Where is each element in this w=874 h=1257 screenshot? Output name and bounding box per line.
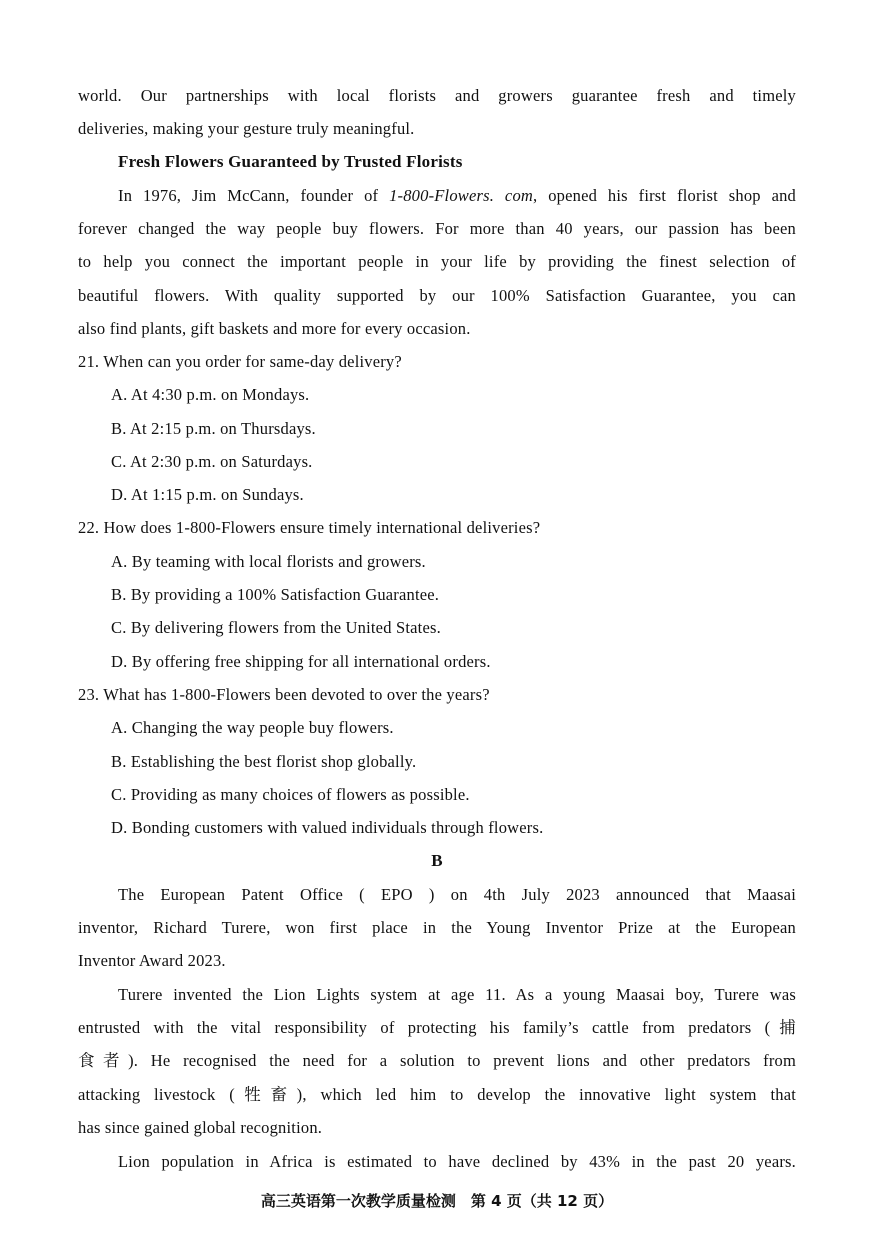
paragraph-text: In 1976, Jim McCann, founder of: [118, 186, 390, 205]
paragraph-line: 食者). He recognised the need for a solution to prevent lions and other predators from: [78, 1051, 796, 1070]
website-name: 1-800-Flowers. com: [389, 186, 534, 205]
paragraph-line: Turere invented the Lion Lights system at age 11. As a young Maasai boy, Turere was: [118, 985, 796, 1004]
question-22-stem: 22. How does 1-800-Flowers ensure timely international deliveries?: [78, 518, 541, 537]
paragraph-line: also find plants, gift baskets and more for every occasion.: [78, 319, 471, 338]
question-22-option-d: D. By offering free shipping for all international orders.: [111, 652, 491, 671]
passage-b-label: B: [431, 851, 443, 870]
paragraph-line: has since gained global recognition.: [78, 1118, 323, 1137]
paragraph-line: to help you connect the important people in your life by providing the finest selection of: [78, 252, 796, 271]
paragraph-line: The European Patent Office ( EPO ) on 4th July 2023 announced that Maasai: [118, 885, 796, 904]
question-22-option-a: A. By teaming with local florists and growers.: [111, 552, 426, 571]
question-21-option-c: C. At 2:30 p.m. on Saturdays.: [111, 452, 313, 471]
paragraph-text: , opened his first florist shop and: [533, 186, 796, 205]
section-heading: Fresh Flowers Guaranteed by Trusted Florists: [118, 152, 463, 171]
paragraph-line: forever changed the way people buy flowers. For more than 40 years, our passion has been: [78, 219, 796, 238]
paragraph-line: [118, 179, 796, 213]
paragraph-line: attacking livestock (牲畜), which led him to develop the innovative light system that: [78, 1085, 796, 1104]
question-22-option-b: B. By providing a 100% Satisfaction Guarantee.: [111, 585, 440, 604]
page-footer: 高三英语第一次教学质量检测 第 4 页（共 12 页）: [260, 1192, 614, 1210]
passage-a-continuation-line-1: world. Our partnerships with local florists and growers guarantee fresh and timely: [78, 86, 796, 105]
paragraph-line: Inventor Award 2023.: [78, 951, 226, 970]
question-21-stem: 21. When can you order for same-day delivery?: [78, 352, 402, 371]
passage-a-continuation-line-2: deliveries, making your gesture truly meaningful.: [78, 119, 415, 138]
question-21-option-d: D. At 1:15 p.m. on Sundays.: [111, 485, 304, 504]
question-23-stem: 23. What has 1-800-Flowers been devoted to over the years?: [78, 685, 490, 704]
paragraph-line: inventor, Richard Turere, won first place in the Young Inventor Prize at the European: [78, 918, 796, 937]
question-23-option-b: B. Establishing the best florist shop globally.: [111, 752, 417, 771]
paragraph-line: Lion population in Africa is estimated to have declined by 43% in the past 20 years.: [118, 1152, 796, 1171]
question-21-option-a: A. At 4:30 p.m. on Mondays.: [111, 385, 310, 404]
question-23-option-a: A. Changing the way people buy flowers.: [111, 718, 394, 737]
paragraph-line: entrusted with the vital responsibility of protecting his family’s cattle from predators (捕: [78, 1018, 796, 1037]
question-23-option-d: D. Bonding customers with valued individuals through flowers.: [111, 818, 544, 837]
question-23-option-c: C. Providing as many choices of flowers as possible.: [111, 785, 470, 804]
question-21-option-b: B. At 2:15 p.m. on Thursdays.: [111, 419, 316, 438]
question-22-option-c: C. By delivering flowers from the United States.: [111, 618, 441, 637]
paragraph-line: beautiful flowers. With quality supported by our 100% Satisfaction Guarantee, you can: [78, 286, 796, 305]
